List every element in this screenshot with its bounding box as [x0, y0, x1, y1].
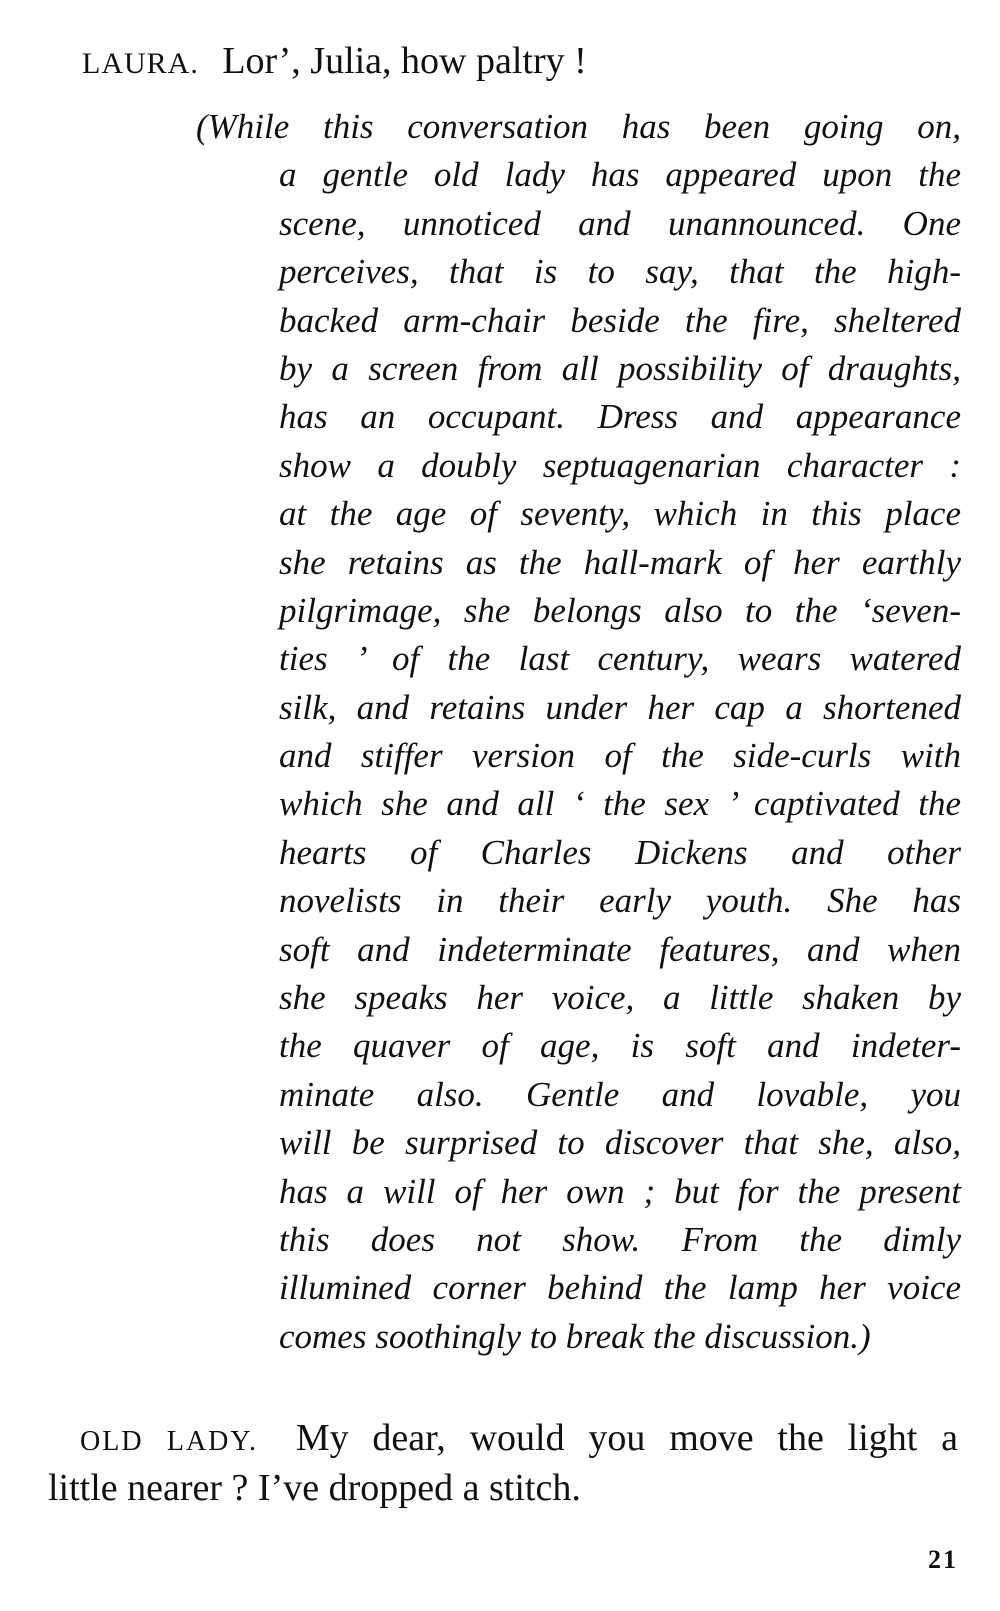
stage-direction-line: minate also. Gentle and lovable, you [279, 1074, 961, 1114]
stage-direction-line: perceives, that is to say, that the high- [279, 252, 961, 292]
stage-direction-line: pilgrimage, she belongs also to the ‘seven- [279, 590, 961, 630]
stage-direction-line: will be surprised to discover that she, also, [279, 1123, 961, 1163]
stage-direction [196, 103, 961, 1361]
stage-direction-line: scene, unnoticed and unannounced. One [279, 203, 961, 243]
stage-direction-line: show a doubly septuagenarian character : [279, 445, 961, 485]
stage-direction-line: comes soothingly to break the discussion.) [279, 1316, 871, 1356]
stage-direction-line: illumined corner behind the lamp her voice [279, 1268, 961, 1308]
old-lady-line-1 [48, 1413, 958, 1463]
old-lady-line-2: little nearer ? I’ve dropped a stitch. [48, 1467, 581, 1509]
stage-direction-line: soft and indeterminate features, and when [279, 929, 961, 969]
stage-direction-line: (While this conversation has been going on, [196, 107, 961, 146]
stage-direction-line: the quaver of age, is soft and indeter- [279, 1026, 961, 1066]
stage-direction-line: backed arm-chair beside the fire, sheltered [279, 300, 961, 340]
page-number: 21 [928, 1545, 958, 1574]
stage-direction-line: she speaks her voice, a little shaken by [279, 978, 961, 1018]
stage-direction-line: novelists in their early youth. She has [279, 881, 961, 921]
stage-direction-line: silk, and retains under her cap a shortened [279, 687, 961, 727]
stage-direction-line: by a screen from all possibility of draughts, [279, 348, 961, 388]
stage-direction-line: has an occupant. Dress and appearance [279, 397, 961, 437]
stage-direction-line: and stiffer version of the side-curls with [279, 736, 961, 776]
stage-direction-line: ties ’ of the last century, wears watered [279, 639, 961, 679]
stage-direction-line: this does not show. From the dimly [279, 1219, 961, 1259]
stage-direction-line: hearts of Charles Dickens and other [279, 832, 961, 872]
speaker-name-old-lady: OLD LADY. [80, 1426, 259, 1457]
stage-direction-line: a gentle old lady has appeared upon the [279, 155, 961, 195]
laura-speech [82, 36, 958, 89]
laura-line: Lor’, Julia, how paltry ! [222, 40, 587, 82]
stage-direction-line: she retains as the hall-mark of her earthly [279, 542, 961, 582]
stage-direction-line: has a will of her own ; but for the present [279, 1171, 961, 1211]
old-lady-speech [48, 1413, 958, 1513]
old-lady-line-1-text: My dear, would you move the light a [295, 1417, 959, 1459]
stage-direction-line: at the age of seventy, which in this place [279, 494, 961, 534]
stage-direction-line: which she and all ‘ the sex ’ captivated the [279, 784, 961, 824]
speaker-name-laura: LAURA. [82, 47, 199, 80]
